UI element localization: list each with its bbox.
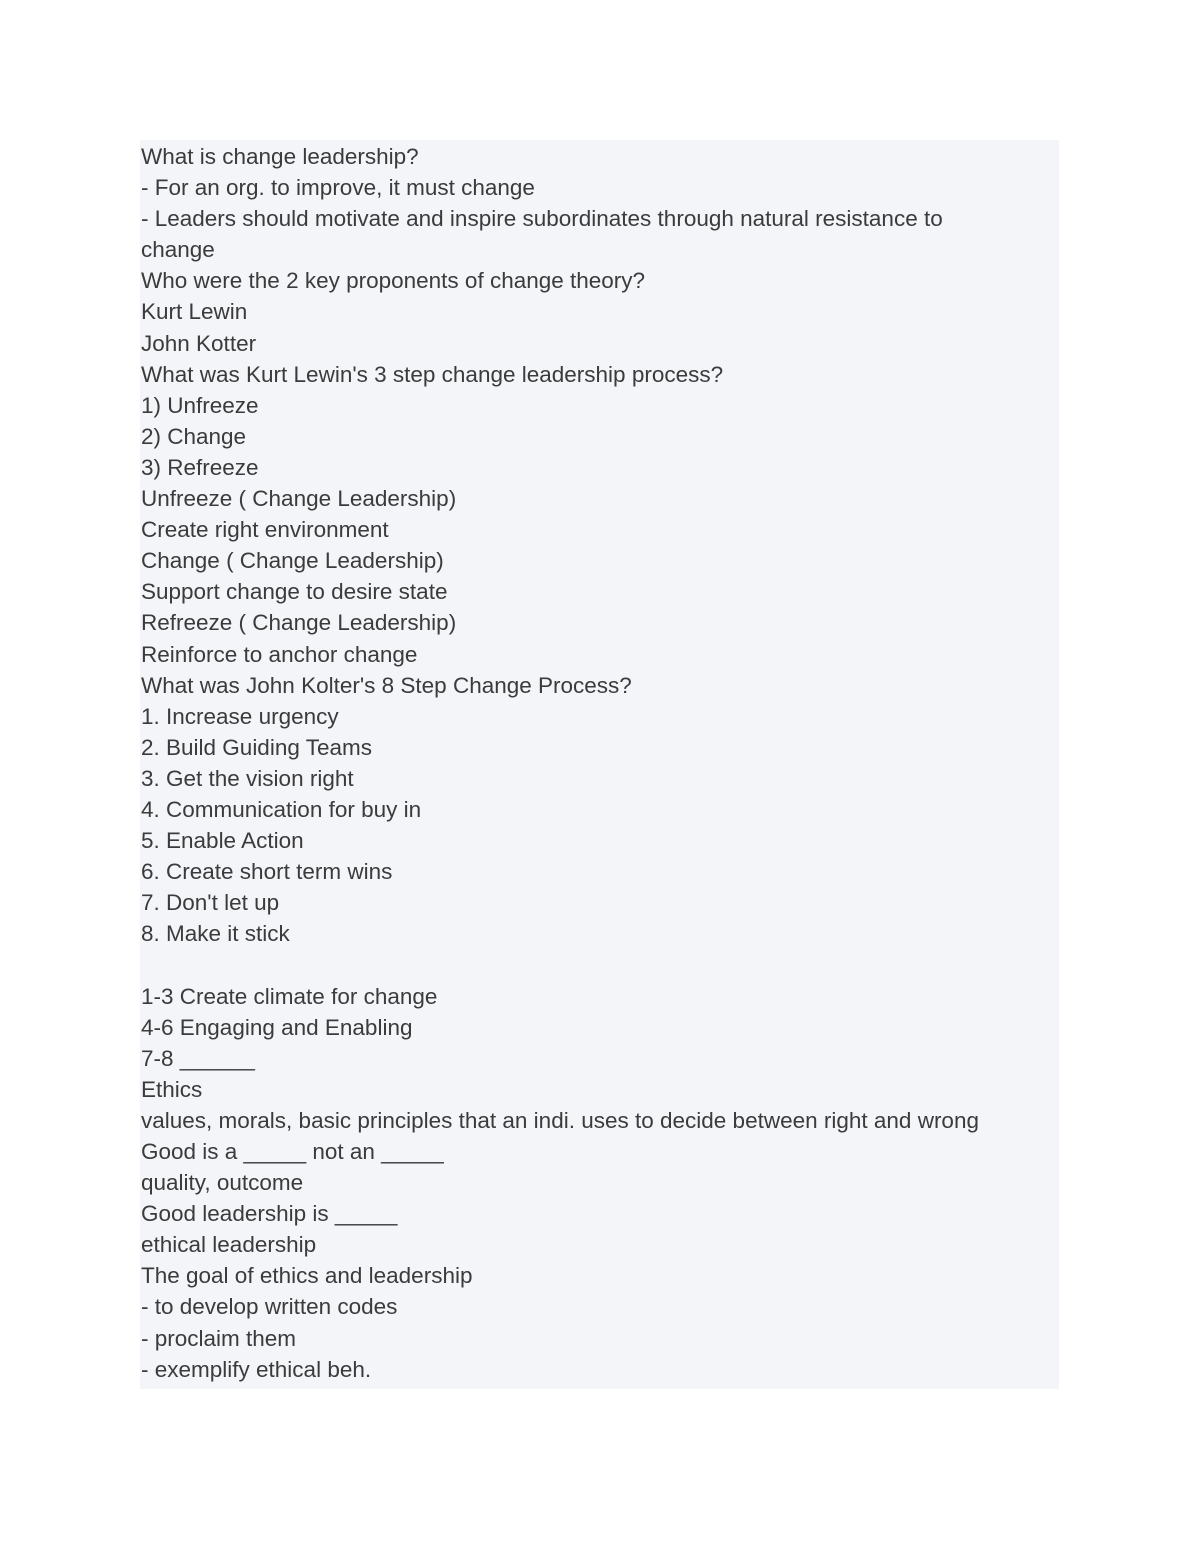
- text-line: Good is a _____ not an _____: [141, 1139, 444, 1164]
- text-line: 1. Increase urgency: [141, 703, 339, 729]
- text-line: 1-3 Create climate for change: [141, 983, 438, 1009]
- text-line: What is change leadership?: [141, 144, 419, 169]
- text-line: 3) Refreeze: [141, 454, 259, 480]
- text-line: - exemplify ethical beh.: [141, 1356, 372, 1382]
- text-line: Create right environment: [141, 517, 389, 543]
- text-line: 4-6 Engaging and Enabling: [141, 1014, 413, 1040]
- text-line: values, morals, basic principles that an indi. uses to decide between right and wrong: [141, 1107, 979, 1133]
- text-line: 4. Communication for buy in: [141, 796, 422, 822]
- text-line: Refreeze ( Change Leadership): [141, 610, 457, 636]
- text-line: Reinforce to anchor change: [141, 641, 418, 667]
- text-line: Change ( Change Leadership): [141, 548, 444, 574]
- text-line: 7-8 ______: [141, 1045, 255, 1071]
- text-line: Unfreeze ( Change Leadership): [141, 486, 457, 512]
- document-text-block: [140, 140, 1059, 1389]
- text-line: change: [141, 237, 215, 263]
- text-line: 1) Unfreeze: [141, 392, 259, 418]
- text-line: 2) Change: [141, 423, 247, 449]
- text-line: 5. Enable Action: [141, 828, 304, 854]
- text-line: What was Kurt Lewin's 3 step change leadership process?: [141, 361, 724, 387]
- text-line: - For an org. to improve, it must change: [141, 175, 535, 201]
- text-line: - proclaim them: [141, 1325, 297, 1351]
- text-line: 8. Make it stick: [141, 921, 290, 947]
- text-line: - Leaders should motivate and inspire subordinates through natural resistance to: [141, 206, 943, 232]
- text-line: 6. Create short term wins: [141, 859, 393, 885]
- text-line: The goal of ethics and leadership: [141, 1263, 473, 1289]
- text-line: 3. Get the vision right: [141, 765, 354, 791]
- text-line: Who were the 2 key proponents of change theory?: [141, 268, 646, 294]
- text-line: 2. Build Guiding Teams: [141, 734, 372, 760]
- text-line: 7. Don't let up: [141, 890, 280, 916]
- text-line: quality, outcome: [141, 1170, 304, 1196]
- text-line: Kurt Lewin: [141, 299, 248, 325]
- text-line: What was John Kolter's 8 Step Change Process?: [141, 672, 632, 698]
- text-line: - to develop written codes: [141, 1294, 398, 1320]
- text-line: Ethics: [141, 1076, 203, 1102]
- text-line: ethical leadership: [141, 1232, 317, 1258]
- blank-line: [140, 949, 1059, 980]
- text-line: Support change to desire state: [141, 579, 448, 605]
- text-line: John Kotter: [141, 330, 257, 356]
- text-line: Good leadership is _____: [141, 1201, 398, 1227]
